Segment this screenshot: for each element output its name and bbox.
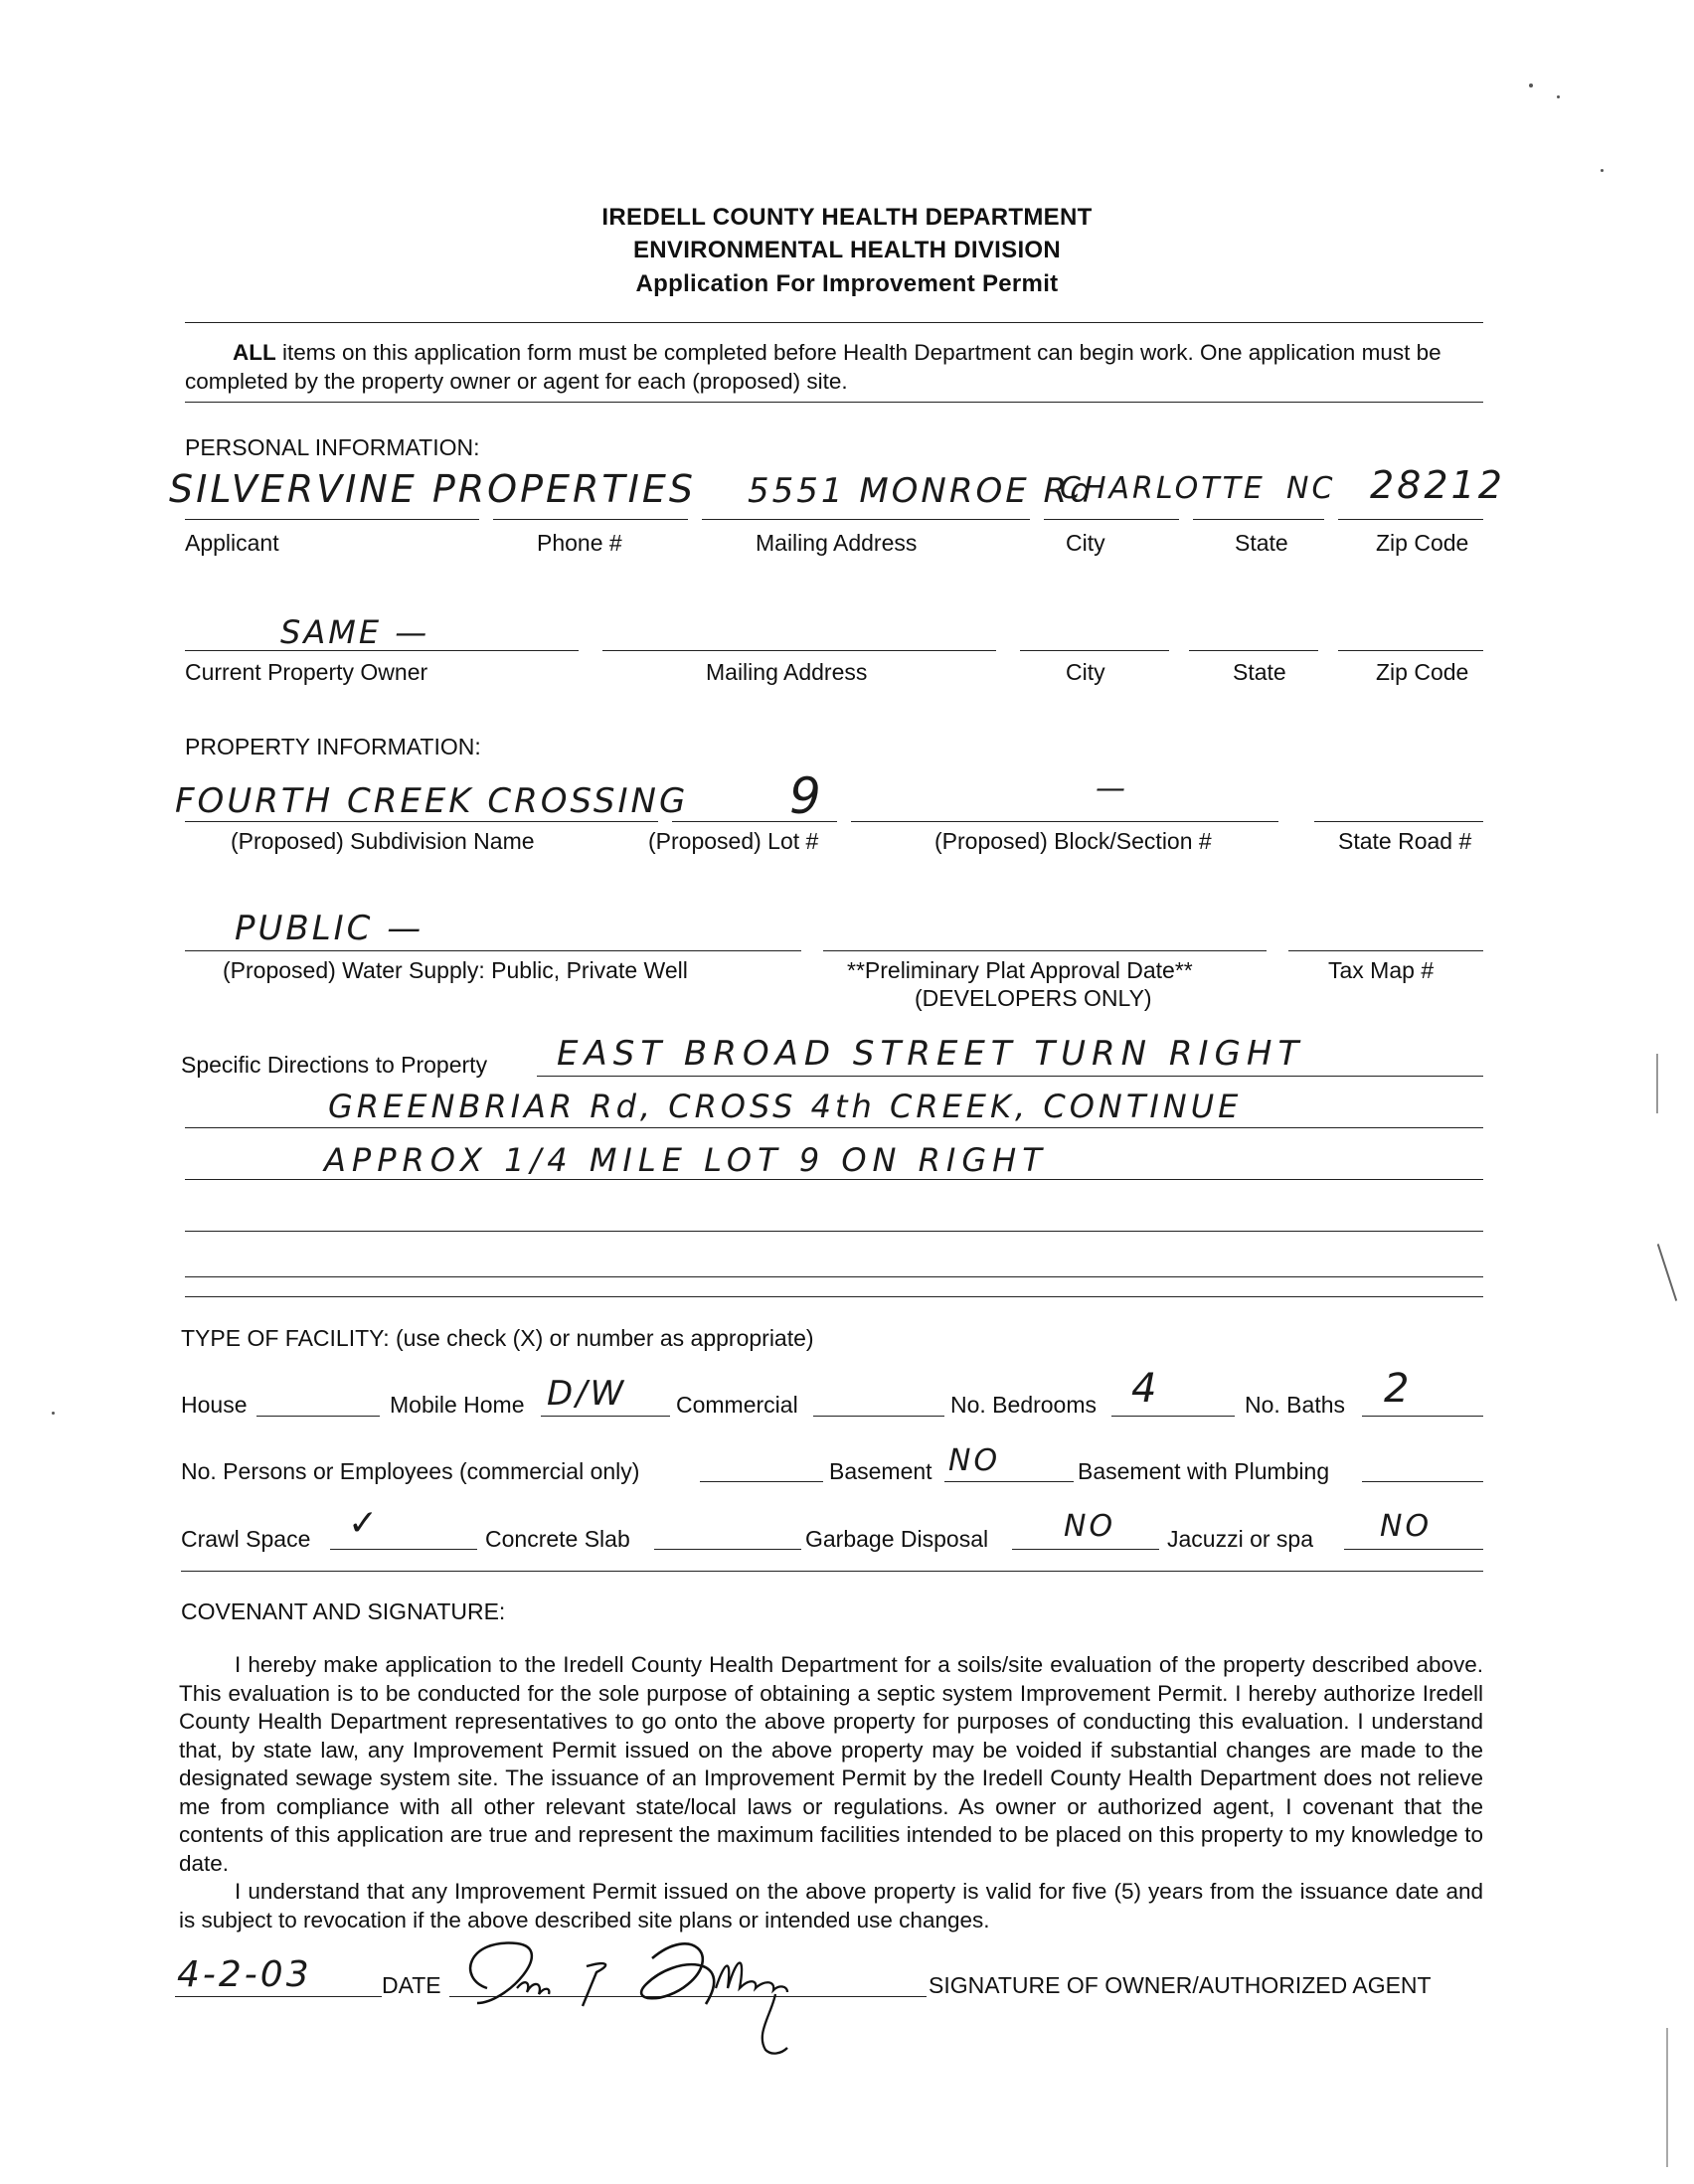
basement-line — [944, 1481, 1074, 1482]
block-line — [851, 821, 1278, 822]
state-road-line — [1314, 821, 1483, 822]
label-block: (Proposed) Block/Section # — [934, 828, 1212, 854]
label-mobile-home: Mobile Home — [390, 1392, 525, 1418]
label-applicant: Applicant — [185, 530, 279, 556]
scan-mark — [1657, 1244, 1677, 1301]
water-line — [185, 950, 801, 951]
bedrooms-line — [1111, 1416, 1235, 1417]
label-garbage-disposal: Garbage Disposal — [805, 1526, 989, 1552]
subdivision-line — [185, 821, 658, 822]
lot-value[interactable]: 9 — [789, 767, 824, 825]
label-plat-approval: **Preliminary Plat Approval Date** — [847, 957, 1193, 983]
scan-mark — [1656, 1054, 1658, 1113]
state-value[interactable]: NC — [1286, 471, 1336, 506]
directions-line2[interactable]: GREENBRIAR Rd, CROSS 4th CREEK, CONTINUE — [328, 1088, 1243, 1125]
directions-line1[interactable]: EAST BROAD STREET TURN RIGHT — [557, 1034, 1305, 1074]
phone-line — [493, 519, 688, 520]
label-zip: Zip Code — [1376, 530, 1469, 556]
bedrooms-value[interactable]: 4 — [1131, 1366, 1160, 1412]
label-owner-city: City — [1066, 659, 1105, 685]
label-owner-address: Mailing Address — [706, 659, 868, 685]
label-baths: No. Baths — [1245, 1392, 1345, 1418]
label-concrete-slab: Concrete Slab — [485, 1526, 630, 1552]
personal-heading: PERSONAL INFORMATION: — [185, 434, 480, 460]
header-form-title: Application For Improvement Permit — [635, 270, 1059, 297]
garbage-value[interactable]: NO — [1064, 1509, 1116, 1544]
block-value[interactable]: — — [1096, 771, 1128, 806]
header-division: ENVIRONMENTAL HEALTH DIVISION — [632, 237, 1062, 263]
property-heading: PROPERTY INFORMATION: — [185, 734, 481, 759]
commercial-line — [813, 1416, 944, 1417]
mobile-home-value[interactable]: D/W — [547, 1374, 627, 1414]
scan-speck — [52, 1412, 55, 1415]
directions-rule-3 — [185, 1179, 1483, 1180]
jacuzzi-value[interactable]: NO — [1380, 1509, 1433, 1544]
label-developers-only: (DEVELOPERS ONLY) — [915, 985, 1152, 1011]
scan-speck — [1557, 95, 1560, 98]
owner-line — [185, 650, 579, 651]
label-owner-zip: Zip Code — [1376, 659, 1469, 685]
address-line — [702, 519, 1030, 520]
persons-line — [700, 1481, 823, 1482]
facility-rule — [181, 1571, 1483, 1572]
label-state: State — [1235, 530, 1288, 556]
lot-line — [672, 821, 837, 822]
divider — [185, 322, 1483, 323]
date-value[interactable]: 4-2-03 — [177, 1954, 312, 1995]
owner-zip-line — [1338, 650, 1483, 651]
divider — [185, 402, 1483, 403]
directions-rule-2 — [185, 1127, 1483, 1128]
crawl-space-line — [330, 1549, 477, 1550]
tax-map-line — [1288, 950, 1483, 951]
facility-heading: TYPE OF FACILITY: (use check (X) or number as appropriate) — [181, 1325, 814, 1351]
intro-text — [185, 338, 1487, 396]
label-basement: Basement — [829, 1458, 932, 1484]
label-current-owner: Current Property Owner — [185, 659, 428, 685]
label-signature: SIGNATURE OF OWNER/AUTHORIZED AGENT — [929, 1972, 1432, 1998]
label-crawl-space: Crawl Space — [181, 1526, 311, 1552]
label-phone: Phone # — [537, 530, 622, 556]
house-line — [256, 1416, 380, 1417]
jacuzzi-line — [1344, 1549, 1483, 1550]
date-line — [175, 1996, 382, 1997]
label-state-road: State Road # — [1338, 828, 1472, 854]
label-directions: Specific Directions to Property — [181, 1052, 488, 1078]
crawl-space-value[interactable]: ✓ — [348, 1503, 382, 1544]
subdivision-value[interactable]: FOURTH CREEK CROSSING — [175, 781, 689, 821]
city-line — [1044, 519, 1179, 520]
scan-mark — [1666, 2028, 1668, 2167]
water-value[interactable]: PUBLIC — — [235, 909, 424, 948]
garbage-line — [1012, 1549, 1159, 1550]
label-mailing-address: Mailing Address — [756, 530, 918, 556]
city-value[interactable]: CHARLOTTE — [1060, 471, 1266, 506]
applicant-line — [185, 519, 479, 520]
directions-rule-5 — [185, 1276, 1483, 1277]
intro-body: items on this application form must be completed before Health Department can begin work. One application must be completed by the property owner or agent for each (proposed) site. — [185, 340, 1441, 394]
scan-speck — [1529, 84, 1533, 87]
covenant-paragraph-2: I understand that any Improvement Permit issued on the above property is valid for five (5) years from the issuance date and is subject to revocation if the above described site plans or intended use changes. — [179, 1879, 1483, 1932]
covenant-paragraph-1: I hereby make application to the Iredell County Health Department for a soils/site evaluation of the property described above. This evaluation is to be conducted for the sole purpose of obtaining a septic system Improvement Permit. I hereby authorize Iredell County Health Department representatives to go onto the above property for purposes of conducting this evaluation. I understand that, by state law, any Improvement Permit issued on the above property may be voided if substantial changes are made to the designated sewage system site. The issuance of an Improvement Permit by the Iredell County Health Department does not relieve me from compliance with all other relevant state/local laws or regulations. As owner or authorized agent, I covenant that the contents of this application are true and represent the maximum facilities intended to be placed on this property to my knowledge to date. — [179, 1652, 1483, 1876]
basement-value[interactable]: NO — [948, 1443, 1001, 1478]
applicant-value[interactable]: SILVERVINE PROPERTIES — [169, 467, 696, 511]
basement-plumbing-line — [1362, 1481, 1483, 1482]
intro-bold: ALL — [233, 340, 276, 365]
label-subdivision: (Proposed) Subdivision Name — [231, 828, 535, 854]
directions-rule-6 — [185, 1296, 1483, 1297]
owner-state-line — [1189, 650, 1318, 651]
signature-image — [447, 1909, 925, 2058]
baths-line — [1362, 1416, 1483, 1417]
state-line — [1193, 519, 1324, 520]
header-title: IREDELL COUNTY HEALTH DEPARTMENT — [601, 204, 1093, 231]
directions-rule-1 — [537, 1076, 1483, 1077]
label-commercial: Commercial — [676, 1392, 798, 1418]
mobile-home-line — [541, 1416, 670, 1417]
label-persons: No. Persons or Employees (commercial only) — [181, 1458, 640, 1484]
label-bedrooms: No. Bedrooms — [950, 1392, 1098, 1418]
baths-value[interactable]: 2 — [1384, 1366, 1413, 1412]
label-jacuzzi: Jacuzzi or spa — [1167, 1526, 1314, 1552]
owner-value[interactable]: SAME — — [280, 613, 430, 651]
label-date: DATE — [382, 1972, 441, 1998]
owner-address-line — [602, 650, 996, 651]
zip-line — [1338, 519, 1483, 520]
scan-speck — [1601, 169, 1604, 172]
label-city: City — [1066, 530, 1105, 556]
owner-city-line — [1020, 650, 1169, 651]
label-lot: (Proposed) Lot # — [648, 828, 819, 854]
covenant-heading: COVENANT AND SIGNATURE: — [181, 1598, 506, 1624]
label-owner-state: State — [1233, 659, 1286, 685]
label-water-supply: (Proposed) Water Supply: Public, Private Well — [223, 957, 688, 983]
slab-line — [654, 1549, 801, 1550]
directions-line3[interactable]: APPROX 1/4 MILE LOT 9 ON RIGHT — [324, 1141, 1048, 1179]
label-tax-map: Tax Map # — [1328, 957, 1435, 983]
address-value[interactable]: 5551 MONROE Rd — [748, 471, 1095, 511]
plat-line — [823, 950, 1267, 951]
covenant-text — [179, 1651, 1483, 1934]
directions-rule-4 — [185, 1231, 1483, 1232]
label-house: House — [181, 1392, 248, 1418]
label-basement-plumbing: Basement with Plumbing — [1078, 1458, 1330, 1484]
zip-value[interactable]: 28212 — [1370, 463, 1505, 507]
